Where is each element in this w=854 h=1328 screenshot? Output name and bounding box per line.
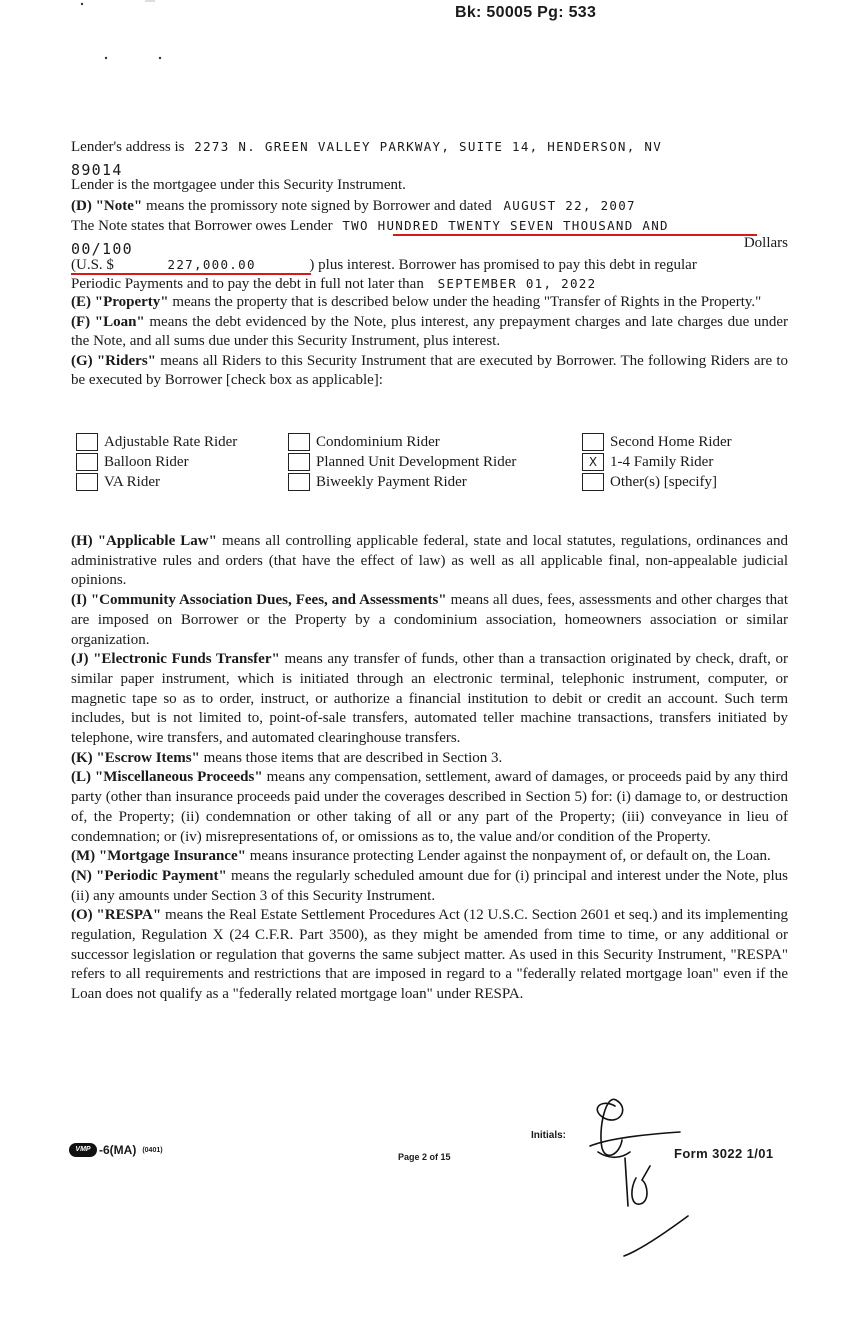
definition-h-label: (H) "Applicable Law" xyxy=(71,533,217,549)
initials-signature-icon xyxy=(570,1088,700,1258)
note-amount-words: TWO HUNDRED TWENTY SEVEN THOUSAND AND xyxy=(342,218,669,233)
definitions-efg xyxy=(71,293,788,391)
rider-condominium[interactable] xyxy=(288,432,516,452)
definition-f-text: means the debt evidenced by the Note, plus interest, any prepayment charges and late charges due under the Note, and all sums due under this Security Instrument, plus interest. xyxy=(71,313,789,350)
periodic-text: Periodic Payments and to pay the debt in full not later than xyxy=(71,276,424,292)
rider-1-4-family[interactable] xyxy=(582,452,732,472)
maturity-date: SEPTEMBER 01, 2022 xyxy=(437,276,597,291)
definition-m-text: means insurance protecting Lender against the nonpayment of, or default on, the Loan. xyxy=(249,848,771,865)
definition-n-label: (N) "Periodic Payment" xyxy=(71,867,227,884)
rider-biweekly-payment[interactable] xyxy=(288,472,516,492)
rider-balloon[interactable] xyxy=(76,452,237,472)
rider-checkbox[interactable] xyxy=(582,433,604,451)
amount-words-underline xyxy=(393,234,757,236)
definition-n-text: means the regularly scheduled amount due for (i) principal and interest under the Note, plus (ii) any amounts under Section 3 of this Security Instrument. xyxy=(71,867,789,904)
definition-g-label: (G) "Riders" xyxy=(71,352,156,369)
note-amount-line xyxy=(71,255,697,275)
note-definition-line xyxy=(71,196,636,216)
rider-label: 1-4 Family Rider xyxy=(610,454,714,470)
definitions-h-o xyxy=(71,532,788,1005)
rider-checkbox[interactable] xyxy=(288,453,310,471)
scan-specks xyxy=(0,0,854,80)
rider-checkbox[interactable] xyxy=(76,453,98,471)
rider-second-home[interactable] xyxy=(582,432,732,452)
definition-k-label: (K) "Escrow Items" xyxy=(71,749,200,766)
definition-j-text: means any transfer of funds, other than a transaction originated by check, draft, or similar paper instrument, which is initiated through an electronic terminal, telephonic instrument, computer, or magnetic tape so as to order, instruct, or authorize a financial institution to debit or credit an account. Such term includes, but is not limited to, point-of-sale transfers, automated teller machine transactions, transfers initiated by telephone, wire transfers, and automated clearinghouse transfers. xyxy=(71,651,789,747)
riders-column-3 xyxy=(582,432,732,492)
definition-n xyxy=(71,867,788,906)
rider-label: Other(s) [specify] xyxy=(610,474,718,490)
rider-label: VA Rider xyxy=(104,474,160,490)
definition-f-label: (F) "Loan" xyxy=(71,313,145,330)
definition-o xyxy=(71,906,788,1005)
definition-i xyxy=(71,591,788,650)
rider-checkbox-checked[interactable]: X xyxy=(582,453,604,471)
definition-m xyxy=(71,847,788,867)
rider-label: Condominium Rider xyxy=(316,434,440,450)
mortgagee-line: Lender is the mortgagee under this Security Instrument. xyxy=(71,177,406,193)
note-owes-line xyxy=(71,216,669,236)
rider-others[interactable] xyxy=(582,472,732,492)
rider-label: Balloon Rider xyxy=(104,454,189,470)
rider-checkbox[interactable] xyxy=(288,473,310,491)
riders-column-2 xyxy=(288,432,516,492)
note-amount-value: 227,000.00 xyxy=(167,257,256,272)
rider-adjustable-rate[interactable] xyxy=(76,432,237,452)
definition-i-text: means all dues, fees, assessments and other charges that are imposed on Borrower or the Property by a condominium association, homeowners association or similar organization. xyxy=(71,592,788,648)
note-date: AUGUST 22, 2007 xyxy=(503,198,636,213)
form-code-revision: (0401) xyxy=(142,1146,163,1154)
note-text: means the promissory note signed by Borrower and dated xyxy=(145,198,492,214)
definition-e xyxy=(71,293,788,313)
riders-column-1 xyxy=(76,432,237,492)
initials-label: Initials: xyxy=(531,1130,567,1141)
definition-m-label: (M) "Mortgage Insurance" xyxy=(71,848,246,865)
definition-l-text: means any compensation, settlement, award of damages, or proceeds paid by any third party (other than insurance proceeds paid under the coverages described in Section 5) for: (i) damage to, or destruction of, the Property; (ii) condemnation or other taking of all or any part of the Property; (iii) conveyance in lieu of condemnation; or (iv) misrepresentations of, or omissions as to, the value and/or condition of the Property. xyxy=(71,769,789,845)
definition-j-label: (J) "Electronic Funds Transfer" xyxy=(71,651,280,668)
definition-o-label: (O) "RESPA" xyxy=(71,907,162,924)
definition-h-text: means all controlling applicable federal, state and local statutes, regulations, ordinances and administrative rules and orders (that have the effect of law) as well as all applicable final, non-appealable judicial opinions. xyxy=(71,533,789,589)
lender-address-prefix: Lender's address is xyxy=(71,139,185,155)
rider-label: Planned Unit Development Rider xyxy=(316,454,517,470)
rider-planned-unit-development[interactable] xyxy=(288,452,516,472)
definition-f xyxy=(71,313,788,352)
lender-address-value: 2273 N. GREEN VALLEY PARKWAY, SUITE 14, HENDERSON, NV xyxy=(194,139,663,154)
rider-checkbox[interactable] xyxy=(582,473,604,491)
definition-l xyxy=(71,768,788,847)
definition-k-text: means those items that are described in Section 3. xyxy=(203,749,503,766)
definition-e-label: (E) "Property" xyxy=(71,294,169,310)
definition-h xyxy=(71,532,788,591)
lender-address-line xyxy=(71,137,662,157)
periodic-line xyxy=(71,274,596,294)
note-interest-text: ) plus interest. Borrower has promised to pay this debt in regular xyxy=(309,257,697,273)
definition-j xyxy=(71,650,788,749)
note-owes-text: The Note states that Borrower owes Lender xyxy=(71,218,333,234)
form-number: Form 3022 1/01 xyxy=(674,1146,774,1161)
dollars-label: Dollars xyxy=(743,235,788,251)
note-label: (D) "Note" xyxy=(71,198,143,214)
definition-e-text: means the property that is described below under the heading "Transfer of Rights in the Property." xyxy=(172,294,762,310)
definition-l-label: (L) "Miscellaneous Proceeds" xyxy=(71,769,263,786)
book-page-stamp: Bk: 50005 Pg: 533 xyxy=(455,4,597,21)
rider-checkbox[interactable] xyxy=(76,473,98,491)
rider-checkbox[interactable] xyxy=(288,433,310,451)
page-number: Page 2 of 15 xyxy=(398,1152,451,1162)
rider-label: Adjustable Rate Rider xyxy=(104,434,238,450)
definition-g xyxy=(71,352,788,391)
form-code: -6(MA) xyxy=(99,1143,137,1157)
definition-k xyxy=(71,749,788,769)
rider-label: Biweekly Payment Rider xyxy=(316,474,467,490)
vmp-logo-icon: VMP xyxy=(69,1143,97,1157)
note-amount-words-cont: 00/100 xyxy=(71,240,133,258)
definition-i-label: (I) "Community Association Dues, Fees, and Assessments" xyxy=(71,592,447,609)
rider-label: Second Home Rider xyxy=(610,434,732,450)
lender-zip: 89014 xyxy=(71,161,123,179)
form-code-block xyxy=(69,1143,163,1157)
rider-va[interactable] xyxy=(76,472,237,492)
rider-checkbox[interactable] xyxy=(76,433,98,451)
definition-o-text: means the Real Estate Settlement Procedures Act (12 U.S.C. Section 2601 et seq.) and its implementing regulation, Regulation X (24 C.F.R. Part 3500), as they might be amended from time to time, or any additional or successor legislation or regulation that governs the same subject matter. As used in this Security Instrument, "RESPA" refers to all requirements and restrictions that are imposed in regard to a "federally related mortgage loan" even if the Loan does not qualify as a "federally related mortgage loan" under RESPA. xyxy=(71,907,789,1003)
us-dollar-prefix: (U.S. $ xyxy=(71,257,114,273)
definition-g-text: means all Riders to this Security Instrument that are executed by Borrower. The following Riders are to be executed by Borrower [check box as applicable]: xyxy=(71,352,788,389)
